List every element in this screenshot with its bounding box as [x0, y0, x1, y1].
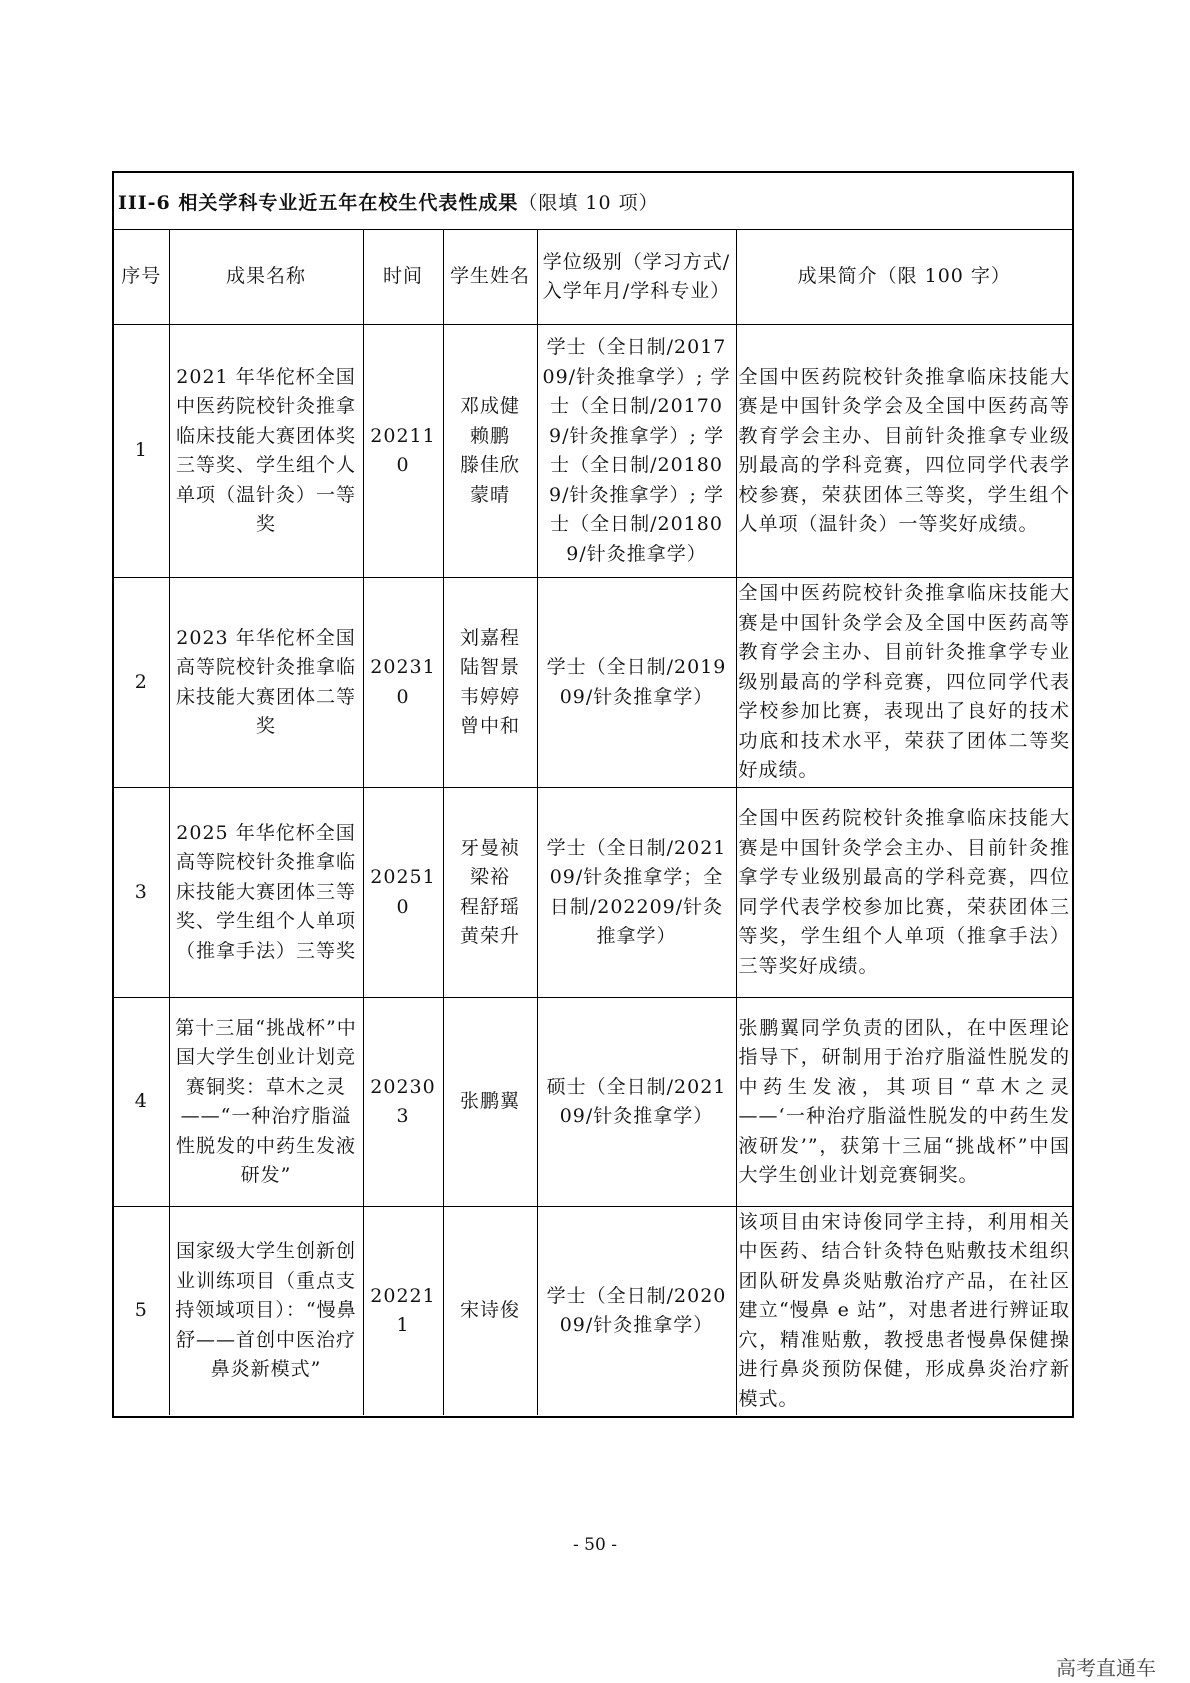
student-name: 邓成健	[459, 395, 520, 417]
header-degree: 学位级别（学习方式/入学年月/学科专业）	[537, 230, 736, 325]
header-students: 学生姓名	[443, 230, 537, 325]
page-number: - 50 -	[573, 1535, 617, 1555]
row-summary: 全国中医药院校针灸推拿临床技能大赛是中国针灸学会及全国中医药高等教育学会主办、目前针灸推拿专业级别最高的学科竞赛，四位同学代表学校参赛，荣获团体三等奖，学生组个人单项（温针灸）一等奖好成绩。	[736, 325, 1072, 578]
student-name: 曾中和	[459, 715, 520, 737]
row-summary: 该项目由宋诗俊同学主持，利用相关中医药、结合针灸特色贴敷技术组织团队研发鼻炎贴敷治疗产品，在社区建立“慢鼻 e 站”，对患者进行辨证取穴，精准贴敷，教授患者慢鼻保健操进行鼻炎预防保健，形成鼻炎治疗新模式。	[736, 1207, 1072, 1416]
student-name: 韦婷婷	[459, 685, 520, 708]
table-row	[114, 1207, 1072, 1416]
table-row	[114, 998, 1072, 1207]
header-no: 序号	[114, 230, 169, 325]
row-time: 202303	[363, 998, 443, 1207]
row-time: 202310	[363, 578, 443, 788]
row-students	[443, 578, 537, 788]
row-students	[443, 1207, 537, 1416]
table-row	[114, 578, 1072, 788]
achievement-table	[114, 230, 1072, 1415]
row-summary: 张鹏翼同学负责的团队，在中医理论指导下，研制用于治疗脂溢性脱发的中药生发液，其项目“草木之灵——‘一种治疗脂溢性脱发的中药生发液研发’”，获第十三届“挑战杯”中国大学生创业计划竞赛铜奖。	[736, 998, 1072, 1207]
achievement-table-frame	[112, 171, 1074, 1418]
student-name: 赖鹏	[469, 424, 510, 447]
student-name: 黄荣升	[459, 925, 520, 947]
header-time: 时间	[363, 230, 443, 325]
table-row	[114, 788, 1072, 998]
row-degree: 学士（全日制/201709/针灸推拿学）; 学士（全日制/201709/针灸推拿学）; 学士（全日制/201809/针灸推拿学）; 学士（全日制/201809/针灸推拿学）	[537, 325, 736, 578]
row-summary: 全国中医药院校针灸推拿临床技能大赛是中国针灸学会及全国中医药高等教育学会主办、目前针灸推拿学专业级别最高的学科竞赛，四位同学代表学校参加比赛，表现出了良好的技术功底和技术水平，荣获了团体二等奖好成绩。	[736, 578, 1072, 788]
row-no: 5	[114, 1207, 169, 1416]
table-row	[114, 325, 1072, 578]
section-title	[114, 173, 1072, 230]
row-degree: 学士（全日制/202009/针灸推拿学）	[537, 1207, 736, 1416]
row-summary: 全国中医药院校针灸推拿临床技能大赛是中国针灸学会主办、目前针灸推拿学专业级别最高的学科竞赛，四位同学代表学校参加比赛，荣获团体三等奖，学生组个人单项（推拿手法）三等奖好成绩。	[736, 788, 1072, 998]
row-degree: 硕士（全日制/202109/针灸推拿学）	[537, 998, 736, 1207]
student-name: 程舒瑶	[459, 895, 520, 918]
row-no: 4	[114, 998, 169, 1207]
student-name: 刘嘉程	[459, 626, 520, 649]
row-time: 202510	[363, 788, 443, 998]
row-time: 202211	[363, 1207, 443, 1416]
student-name: 陆智景	[459, 656, 520, 678]
student-name: 蒙晴	[469, 483, 510, 506]
row-time: 202110	[363, 325, 443, 578]
row-no: 2	[114, 578, 169, 788]
student-name: 宋诗俊	[459, 1299, 520, 1322]
row-students	[443, 325, 537, 578]
header-name: 成果名称	[169, 230, 363, 325]
row-no: 3	[114, 788, 169, 998]
row-name: 2025 年华佗杯全国高等院校针灸推拿临床技能大赛团体三等奖、学生组个人单项（推拿手法）三等奖	[169, 788, 363, 998]
section-title-main: III-6 相关学科专业近五年在校生代表性成果	[118, 191, 519, 214]
table-header-row	[114, 230, 1072, 325]
row-students	[443, 998, 537, 1207]
student-name: 牙曼祯	[459, 836, 520, 859]
row-name: 2021 年华佗杯全国中医药院校针灸推拿临床技能大赛团体奖三等奖、学生组个人单项（温针灸）一等奖	[169, 325, 363, 578]
row-degree: 学士（全日制/202109/针灸推拿学；全日制/202209/针灸推拿学）	[537, 788, 736, 998]
row-students	[443, 788, 537, 998]
row-degree: 学士（全日制/201909/针灸推拿学）	[537, 578, 736, 788]
watermark-text: 高考直通车	[1056, 1656, 1156, 1680]
row-name: 2023 年华佗杯全国高等院校针灸推拿临床技能大赛团体二等奖	[169, 578, 363, 788]
section-title-note: （限填 10 项）	[518, 191, 659, 214]
student-name: 梁裕	[469, 866, 510, 888]
row-name: 国家级大学生创新创业训练项目（重点支持领域项目）：“慢鼻舒——首创中医治疗鼻炎新模式”	[169, 1207, 363, 1416]
row-name: 第十三届“挑战杯”中国大学生创业计划竞赛铜奖：草木之灵——“一种治疗脂溢性脱发的中药生发液研发”	[169, 998, 363, 1207]
student-name: 滕佳欣	[459, 454, 520, 476]
student-name: 张鹏翼	[459, 1090, 520, 1113]
header-summary: 成果简介（限 100 字）	[736, 230, 1072, 325]
row-no: 1	[114, 325, 169, 578]
